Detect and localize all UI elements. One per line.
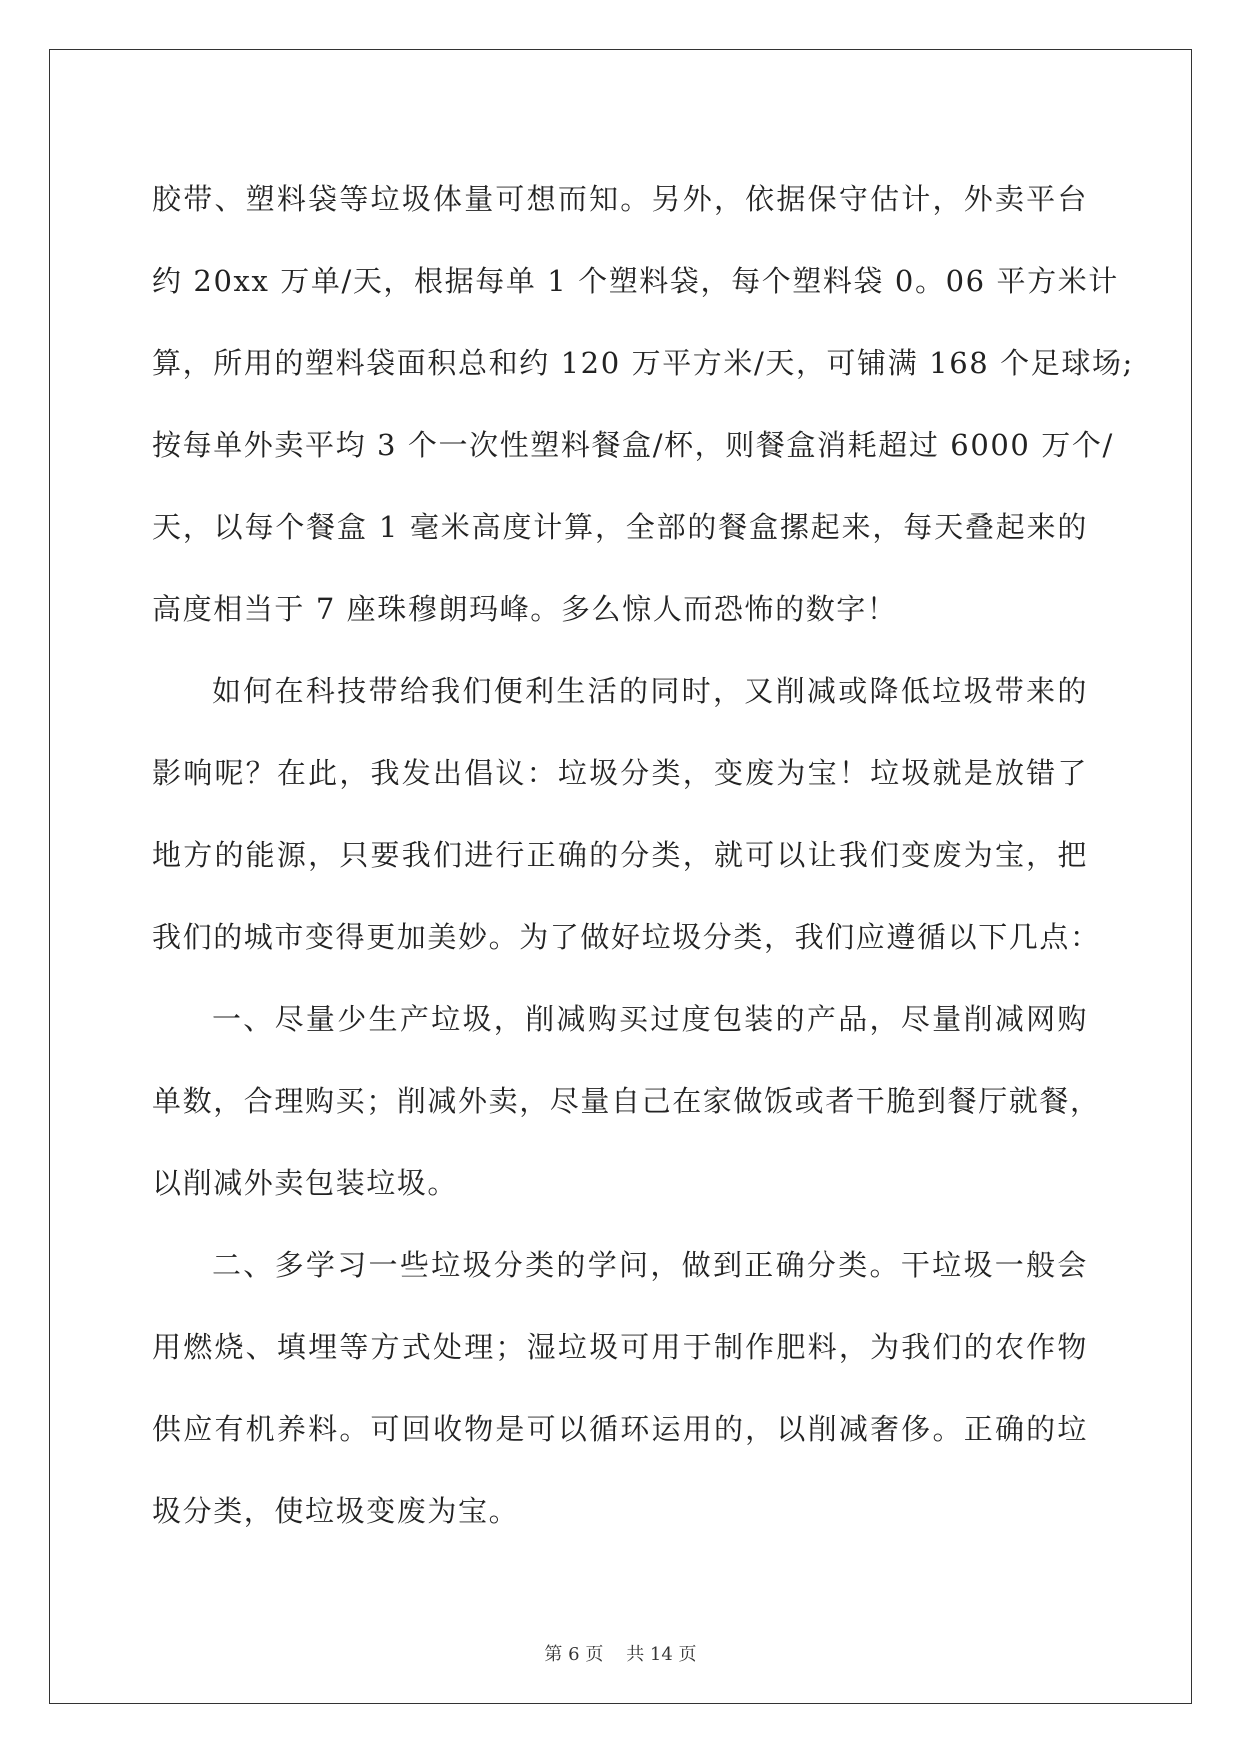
paragraph-1 [152, 158, 1134, 650]
text-line: 天，以每个餐盒 1 毫米高度计算，全部的餐盒摞起来，每天叠起来的 [152, 510, 1088, 544]
text-line: 供应有机养料。可回收物是可以循环运用的，以削减奢侈。正确的垃 [152, 1412, 1088, 1446]
paragraph-2 [152, 650, 1101, 978]
document-body [152, 158, 1134, 1552]
page-number: 第 6 页 共 14 页 [544, 1644, 697, 1665]
text-line: 高度相当于 7 座珠穆朗玛峰。多么惊人而恐怖的数字！ [152, 592, 898, 626]
paragraph-3 [152, 978, 1101, 1224]
text-line: 胶带、塑料袋等垃圾体量可想而知。另外，依据保守估计，外卖平台 [152, 182, 1088, 216]
text-line: 一、尽量少生产垃圾，削减购买过度包装的产品，尽量削减网购 [212, 1002, 1088, 1036]
text-line: 我们的城市变得更加美妙。为了做好垃圾分类，我们应遵循以下几点： [152, 920, 1101, 954]
text-line: 二、多学习一些垃圾分类的学问，做到正确分类。干垃圾一般会 [212, 1248, 1088, 1282]
text-line: 如何在科技带给我们便利生活的同时，又削减或降低垃圾带来的 [212, 674, 1088, 708]
page-footer [0, 1640, 1241, 1666]
text-line: 圾分类，使垃圾变废为宝。 [152, 1494, 520, 1528]
text-line: 约 20xx 万单/天，根据每单 1 个塑料袋，每个塑料袋 0。06 平方米计 [152, 264, 1119, 298]
text-line: 影响呢？在此，我发出倡议：垃圾分类，变废为宝！垃圾就是放错了 [152, 756, 1088, 790]
text-line: 算，所用的塑料袋面积总和约 120 万平方米/天，可铺满 168 个足球场; [152, 346, 1134, 380]
text-line: 地方的能源，只要我们进行正确的分类，就可以让我们变废为宝，把 [152, 838, 1088, 872]
text-line: 以削减外卖包装垃圾。 [152, 1166, 459, 1200]
paragraph-4 [152, 1224, 1088, 1552]
text-line: 按每单外卖平均 3 个一次性塑料餐盒/杯，则餐盒消耗超过 6000 万个/ [152, 428, 1114, 462]
text-line: 单数，合理购买；削减外卖，尽量自己在家做饭或者干脆到餐厅就餐， [152, 1084, 1101, 1118]
text-line: 用燃烧、填埋等方式处理；湿垃圾可用于制作肥料，为我们的农作物 [152, 1330, 1088, 1364]
